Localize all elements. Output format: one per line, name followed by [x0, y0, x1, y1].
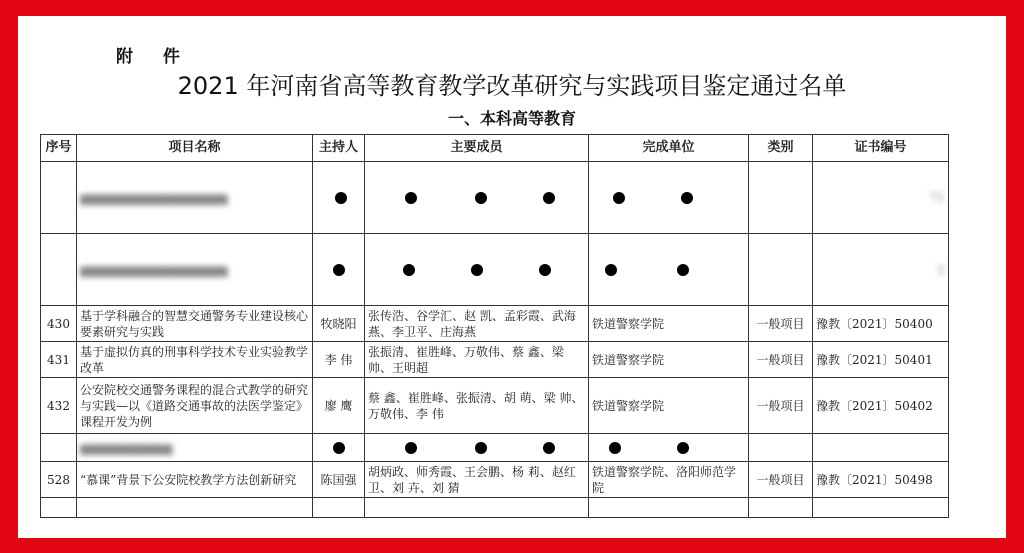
redaction-dot: [539, 264, 551, 276]
cell-cert: 豫教〔2021〕50498: [813, 462, 949, 498]
redaction-dot: [403, 264, 415, 276]
redaction-dot: [605, 264, 617, 276]
redaction-dot: [333, 264, 345, 276]
cell-no: 432: [41, 378, 77, 434]
redacted-text: ▆▆▆▆▆▆▆▆▆▆▆▆▆▆▆▆: [80, 262, 228, 277]
col-header-cert: 证书编号: [813, 135, 949, 162]
redacted-text: ▆▆▆▆▆▆▆▆▆▆: [80, 440, 173, 455]
redaction-dot: [609, 442, 621, 454]
attachment-label: 附 件: [116, 47, 192, 67]
redaction-dot: [333, 442, 345, 454]
col-header-type: 类别: [749, 135, 813, 162]
cell-members: 张传浩、谷学汇、赵 凯、孟彩霞、武海燕、李卫平、庄海燕: [365, 306, 589, 342]
table-row: [41, 462, 949, 498]
redaction-dot: [543, 192, 555, 204]
redaction-dot: [405, 442, 417, 454]
table-row: [41, 498, 949, 518]
cell-type: 一般项目: [749, 306, 813, 342]
cell-no: 528: [41, 462, 77, 498]
redaction-dot: [677, 264, 689, 276]
redaction-dot: [681, 192, 693, 204]
redaction-dot: [475, 192, 487, 204]
col-header-members: 主要成员: [365, 135, 589, 162]
cell-host: 李 伟: [313, 342, 365, 378]
redacted-cert: 71: [929, 190, 945, 205]
results-table: [40, 134, 949, 518]
cell-cert: 豫教〔2021〕50401: [813, 342, 949, 378]
document-title: 2021 年河南省高等教育教学改革研究与实践项目鉴定通过名单: [177, 72, 847, 100]
cell-project: 公安院校交通警务课程的混合式教学的研究与实践—以《道路交通事故的法医学鉴定》课程开发为例: [77, 378, 313, 434]
cell-unit: 铁道警察学院: [589, 306, 749, 342]
redaction-dot: [405, 192, 417, 204]
cell-type: 一般项目: [749, 378, 813, 434]
cell-unit: 铁道警察学院、洛阳师范学院: [589, 462, 749, 498]
redaction-dot: [475, 442, 487, 454]
cell-project: “慕课”背景下公安院校教学方法创新研究: [77, 462, 313, 498]
table-header-row: [41, 135, 949, 162]
cell-project: 基于学科融合的智慧交通警务专业建设核心要素研究与实践: [77, 306, 313, 342]
redacted-row: [41, 434, 949, 462]
redacted-row: [41, 162, 949, 234]
cell-no: 431: [41, 342, 77, 378]
col-header-host: 主持人: [313, 135, 365, 162]
cell-members: 胡炳政、师秀霞、王会鹏、杨 莉、赵红卫、刘 卉、刘 猜: [365, 462, 589, 498]
cell-type: 一般项目: [749, 342, 813, 378]
cell-cert: 豫教〔2021〕50400: [813, 306, 949, 342]
redacted-text: ▆▆▆▆▆▆▆▆▆▆▆▆▆▆▆▆: [80, 190, 228, 205]
cell-cert: 豫教〔2021〕50402: [813, 378, 949, 434]
cell-members: 蔡 鑫、崔胜峰、张振清、胡 萌、梁 帅、万敬伟、李 伟: [365, 378, 589, 434]
col-header-project: 项目名称: [77, 135, 313, 162]
cell-members: 张振清、崔胜峰、万敬伟、蔡 鑫、梁 帅、王明超: [365, 342, 589, 378]
table-row: [41, 378, 949, 434]
col-header-unit: 完成单位: [589, 135, 749, 162]
table-row: [41, 306, 949, 342]
redacted-row: [41, 234, 949, 306]
col-header-no: 序号: [41, 135, 77, 162]
cell-host: 廖 鹰: [313, 378, 365, 434]
cell-host: 牧晓阳: [313, 306, 365, 342]
cell-type: 一般项目: [749, 462, 813, 498]
cell-project: 基于虚拟仿真的刑事科学技术专业实验教学改革: [77, 342, 313, 378]
section-subtitle: 一、本科高等教育: [447, 109, 576, 128]
redaction-dot: [543, 442, 555, 454]
cell-unit: 铁道警察学院: [589, 378, 749, 434]
redaction-dot: [335, 192, 347, 204]
redaction-dot: [613, 192, 625, 204]
cell-host: 陈国强: [313, 462, 365, 498]
table-row: [41, 342, 949, 378]
redaction-dot: [677, 442, 689, 454]
cell-no: 430: [41, 306, 77, 342]
document-page: [18, 16, 1006, 538]
redacted-cert: 2: [937, 262, 945, 277]
cell-unit: 铁道警察学院: [589, 342, 749, 378]
redaction-dot: [471, 264, 483, 276]
